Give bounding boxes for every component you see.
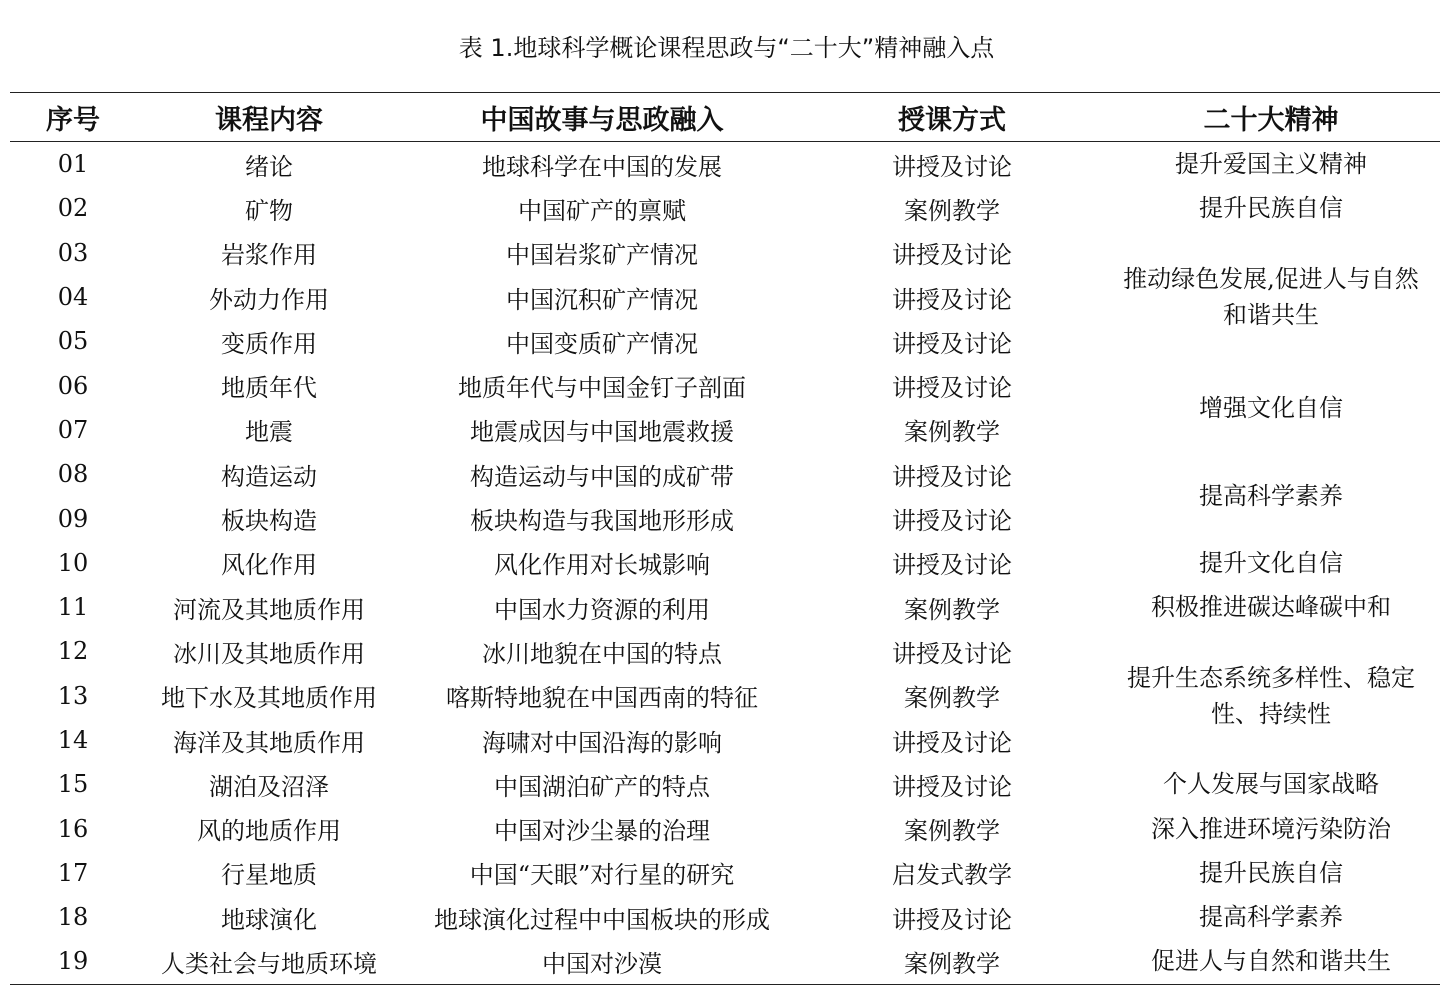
china-story-cell: 中国沉积矿产情况 bbox=[506, 285, 698, 314]
header-teaching-method: 授课方式 bbox=[802, 93, 1102, 142]
header-spirit: 二十大精神 bbox=[1102, 93, 1440, 142]
table-row bbox=[10, 541, 1440, 585]
course-content-cell: 外动力作用 bbox=[209, 285, 329, 314]
table-row bbox=[10, 186, 1440, 230]
course-content-cell: 绪论 bbox=[245, 152, 293, 181]
spirit-cell: 提升民族自信 bbox=[1199, 194, 1343, 223]
spirit-cell: 深入推进环境污染防治 bbox=[1151, 814, 1391, 843]
row-number-cell: 05 bbox=[57, 327, 89, 356]
table-header bbox=[10, 93, 1440, 142]
course-content-cell: 人类社会与地质环境 bbox=[161, 949, 377, 978]
china-story-cell: 中国湖泊矿产的特点 bbox=[494, 772, 710, 801]
teaching-method-cell: 案例教学 bbox=[904, 595, 1000, 624]
spirit-cell: 推动绿色发展,促进人与自然和谐共生 bbox=[1123, 265, 1419, 330]
teaching-method-cell: 讲授及讨论 bbox=[892, 374, 1012, 403]
teaching-method-cell: 讲授及讨论 bbox=[892, 728, 1012, 757]
row-number-cell: 03 bbox=[57, 238, 89, 267]
table-row bbox=[10, 806, 1440, 850]
spirit-cell: 提升文化自信 bbox=[1199, 548, 1343, 577]
table-row bbox=[10, 363, 1440, 407]
china-story-cell: 构造运动与中国的成矿带 bbox=[470, 462, 734, 491]
row-number-cell: 10 bbox=[57, 548, 89, 577]
row-number-cell: 01 bbox=[57, 150, 89, 179]
spirit-cell: 增强文化自信 bbox=[1199, 393, 1343, 422]
course-content-cell: 构造运动 bbox=[221, 462, 317, 491]
curriculum-table bbox=[10, 92, 1440, 985]
spirit-cell: 积极推进碳达峰碳中和 bbox=[1151, 593, 1391, 622]
table-row bbox=[10, 895, 1440, 939]
china-story-cell: 地质年代与中国金钉子剖面 bbox=[458, 374, 746, 403]
row-number-cell: 11 bbox=[57, 593, 89, 622]
china-story-cell: 喀斯特地貌在中国西南的特征 bbox=[446, 684, 758, 713]
china-story-cell: 地震成因与中国地震救援 bbox=[470, 418, 734, 447]
spirit-cell: 提升生态系统多样性、稳定性、持续性 bbox=[1127, 663, 1415, 728]
teaching-method-cell: 讲授及讨论 bbox=[892, 285, 1012, 314]
china-story-cell: 中国变质矿产情况 bbox=[506, 329, 698, 358]
row-number-cell: 07 bbox=[57, 415, 89, 444]
table-row bbox=[10, 939, 1440, 984]
course-content-cell: 冰川及其地质作用 bbox=[173, 639, 365, 668]
row-number-cell: 02 bbox=[57, 194, 89, 223]
teaching-method-cell: 案例教学 bbox=[904, 418, 1000, 447]
teaching-method-cell: 案例教学 bbox=[904, 949, 1000, 978]
teaching-method-cell: 讲授及讨论 bbox=[892, 329, 1012, 358]
china-story-cell: 中国对沙尘暴的治理 bbox=[494, 817, 710, 846]
table-caption: 表 1.地球科学概论课程思政与“二十大”精神融入点 bbox=[458, 34, 995, 62]
china-story-cell: 地球科学在中国的发展 bbox=[482, 152, 722, 181]
row-number-cell: 18 bbox=[57, 903, 89, 932]
table-row bbox=[10, 585, 1440, 629]
china-story-cell: 风化作用对长城影响 bbox=[494, 551, 710, 580]
row-number-cell: 16 bbox=[57, 814, 89, 843]
china-story-cell: 中国对沙漠 bbox=[542, 949, 662, 978]
teaching-method-cell: 讲授及讨论 bbox=[892, 241, 1012, 270]
header-china-story: 中国故事与思政融入 bbox=[402, 93, 802, 142]
course-content-cell: 地球演化 bbox=[221, 905, 317, 934]
course-content-cell: 海洋及其地质作用 bbox=[173, 728, 365, 757]
spirit-cell: 个人发展与国家战略 bbox=[1163, 770, 1379, 799]
row-number-cell: 06 bbox=[57, 371, 89, 400]
teaching-method-cell: 讲授及讨论 bbox=[892, 639, 1012, 668]
teaching-method-cell: 启发式教学 bbox=[892, 861, 1012, 890]
row-number-cell: 12 bbox=[57, 637, 89, 666]
table-row bbox=[10, 629, 1440, 673]
spirit-cell: 提高科学素养 bbox=[1199, 482, 1343, 511]
row-number-cell: 09 bbox=[57, 504, 89, 533]
teaching-method-cell: 案例教学 bbox=[904, 817, 1000, 846]
teaching-method-cell: 讲授及讨论 bbox=[892, 905, 1012, 934]
course-content-cell: 地质年代 bbox=[221, 374, 317, 403]
course-content-cell: 地下水及其地质作用 bbox=[161, 684, 377, 713]
china-story-cell: 中国岩浆矿产情况 bbox=[506, 241, 698, 270]
china-story-cell: 海啸对中国沿海的影响 bbox=[482, 728, 722, 757]
table-body bbox=[10, 142, 1440, 985]
course-content-cell: 风化作用 bbox=[221, 551, 317, 580]
course-content-cell: 湖泊及沼泽 bbox=[209, 772, 329, 801]
china-story-cell: 中国“天眼”对行星的研究 bbox=[469, 861, 735, 890]
teaching-method-cell: 讲授及讨论 bbox=[892, 152, 1012, 181]
china-story-cell: 冰川地貌在中国的特点 bbox=[482, 639, 722, 668]
row-number-cell: 13 bbox=[57, 681, 89, 710]
teaching-method-cell: 讲授及讨论 bbox=[892, 772, 1012, 801]
teaching-method-cell: 案例教学 bbox=[904, 196, 1000, 225]
header-number: 序号 bbox=[10, 93, 136, 142]
table-row bbox=[10, 851, 1440, 895]
china-story-cell: 中国水力资源的利用 bbox=[494, 595, 710, 624]
teaching-method-cell: 案例教学 bbox=[904, 684, 1000, 713]
course-content-cell: 板块构造 bbox=[221, 507, 317, 536]
teaching-method-cell: 讲授及讨论 bbox=[892, 507, 1012, 536]
spirit-cell: 促进人与自然和谐共生 bbox=[1151, 947, 1391, 976]
china-story-cell: 中国矿产的禀赋 bbox=[518, 196, 686, 225]
course-content-cell: 风的地质作用 bbox=[197, 817, 341, 846]
course-content-cell: 岩浆作用 bbox=[221, 241, 317, 270]
row-number-cell: 08 bbox=[57, 460, 89, 489]
course-content-cell: 河流及其地质作用 bbox=[173, 595, 365, 624]
teaching-method-cell: 讲授及讨论 bbox=[892, 462, 1012, 491]
teaching-method-cell: 讲授及讨论 bbox=[892, 551, 1012, 580]
china-story-cell: 板块构造与我国地形形成 bbox=[470, 507, 734, 536]
header-row bbox=[10, 93, 1440, 142]
table-row bbox=[10, 231, 1440, 275]
course-content-cell: 变质作用 bbox=[221, 329, 317, 358]
header-course-content: 课程内容 bbox=[136, 93, 402, 142]
course-content-cell: 行星地质 bbox=[221, 861, 317, 890]
row-number-cell: 17 bbox=[57, 858, 89, 887]
course-content-cell: 矿物 bbox=[245, 196, 293, 225]
course-content-cell: 地震 bbox=[245, 418, 293, 447]
spirit-cell: 提高科学素养 bbox=[1199, 903, 1343, 932]
row-number-cell: 19 bbox=[57, 947, 89, 976]
row-number-cell: 04 bbox=[57, 283, 89, 312]
spirit-cell: 提升爱国主义精神 bbox=[1175, 150, 1367, 179]
table-row bbox=[10, 452, 1440, 496]
row-number-cell: 15 bbox=[57, 770, 89, 799]
row-number-cell: 14 bbox=[57, 726, 89, 754]
china-story-cell: 地球演化过程中中国板块的形成 bbox=[434, 905, 770, 934]
spirit-cell: 提升民族自信 bbox=[1199, 858, 1343, 887]
table-row bbox=[10, 142, 1440, 187]
table-row bbox=[10, 762, 1440, 806]
